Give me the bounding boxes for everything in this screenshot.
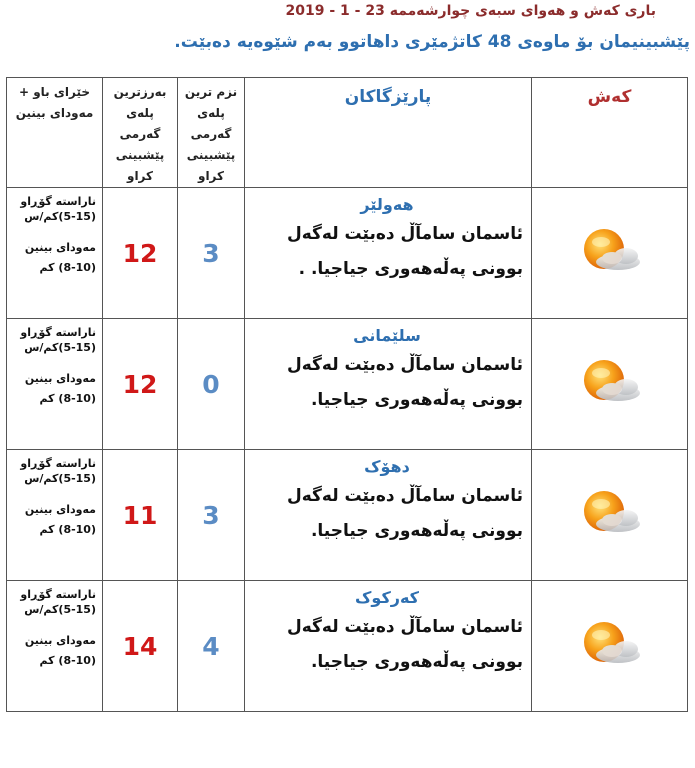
table-row	[7, 188, 688, 319]
city-name: دهۆک	[364, 457, 410, 476]
wind-column-header: خێرای باو + مەودای بینین	[7, 78, 103, 188]
low-temp-value: 3	[178, 450, 245, 581]
high-temp-value: 11	[103, 450, 178, 581]
wind-speed: (5-15)کم/س	[24, 210, 96, 223]
sun-behind-cloud-icon	[568, 484, 652, 542]
weather-description-line-1: ئاسمان سامآڵ دەبێت لەگەل	[286, 486, 523, 506]
table-row	[7, 450, 688, 581]
visibility-label: مەودای بینین	[24, 503, 96, 516]
wind-speed: (5-15)کم/س	[24, 472, 96, 485]
wind-speed: (5-15)کم/س	[24, 341, 96, 354]
weather-description-line-2: بوونی پەڵەهەوری جیاجیا.	[310, 521, 523, 541]
weather-description-line-2: بوونی پەڵەهەوری جیاجیا.	[310, 652, 523, 672]
table-row	[7, 319, 688, 450]
city-name: سلێمانی	[353, 326, 421, 345]
wind-visibility-cell	[7, 319, 103, 450]
wind-visibility-cell	[7, 450, 103, 581]
visibility-range: (8-10) کم	[39, 392, 96, 405]
town-cell	[245, 319, 532, 450]
table-header-row	[7, 78, 688, 188]
visibility-label: مەودای بینین	[24, 241, 96, 254]
visibility-label: مەودای بینین	[24, 372, 96, 385]
town-cell	[245, 188, 532, 319]
forecast-subtitle: پێشبینیمان بۆ ماوەی 48 کاتژمێری داهاتوو بەم شێوەیە دەبێت.	[174, 32, 690, 52]
weather-column-header: کەش	[532, 78, 688, 188]
visibility-range: (8-10) کم	[39, 261, 96, 274]
weather-icon-cell	[532, 581, 688, 712]
wind-direction: ناراستە گۆڕاو	[20, 457, 96, 470]
low-temp-value: 3	[178, 188, 245, 319]
weather-description-line-1: ئاسمان سامآڵ دەبێت لەگەل	[286, 355, 523, 375]
wind-direction: ناراستە گۆڕاو	[20, 588, 96, 601]
wind-direction: ناراستە گۆڕاو	[20, 195, 96, 208]
towns-column-header: پارێزگاکان	[245, 78, 532, 188]
weather-description-line-2: بوونی پەڵەهەوری جیاجیا. .	[298, 259, 523, 279]
weather-icon-cell	[532, 450, 688, 581]
low-temp-column-header: نزم ترین پلەی گەرمی پێشبینی کراو	[178, 78, 245, 188]
forecast-table	[6, 77, 688, 712]
table-row	[7, 581, 688, 712]
wind-visibility-cell	[7, 188, 103, 319]
town-cell	[245, 581, 532, 712]
high-temp-value: 12	[103, 188, 178, 319]
sun-behind-cloud-icon	[568, 222, 652, 280]
weather-description-line-2: بوونی پەڵەهەوری جیاجیا.	[310, 390, 523, 410]
town-cell	[245, 450, 532, 581]
weather-icon-cell	[532, 319, 688, 450]
low-temp-value: 4	[178, 581, 245, 712]
visibility-range: (8-10) کم	[39, 523, 96, 536]
high-temp-value: 12	[103, 319, 178, 450]
wind-visibility-cell	[7, 581, 103, 712]
forecast-date-title: باری کەش و هەوای سبەی چوارشەممە 23 - 1 - 2019	[285, 3, 656, 19]
low-temp-value: 0	[178, 319, 245, 450]
visibility-label: مەودای بینین	[24, 634, 96, 647]
weather-icon-cell	[532, 188, 688, 319]
visibility-range: (8-10) کم	[39, 654, 96, 667]
weather-description-line-1: ئاسمان سامآڵ دەبێت لەگەل	[286, 617, 523, 637]
wind-direction: ناراستە گۆڕاو	[20, 326, 96, 339]
sun-behind-cloud-icon	[568, 353, 652, 411]
weather-description-line-1: ئاسمان سامآڵ دەبێت لەگەل	[286, 224, 523, 244]
city-name: کەرکوک	[355, 588, 419, 607]
sun-behind-cloud-icon	[568, 615, 652, 673]
city-name: هەولێر	[360, 195, 414, 214]
wind-speed: (5-15)کم/س	[24, 603, 96, 616]
high-temp-column-header: بەرزترین پلەی گەرمی پێشبینی کراو	[103, 78, 178, 188]
high-temp-value: 14	[103, 581, 178, 712]
